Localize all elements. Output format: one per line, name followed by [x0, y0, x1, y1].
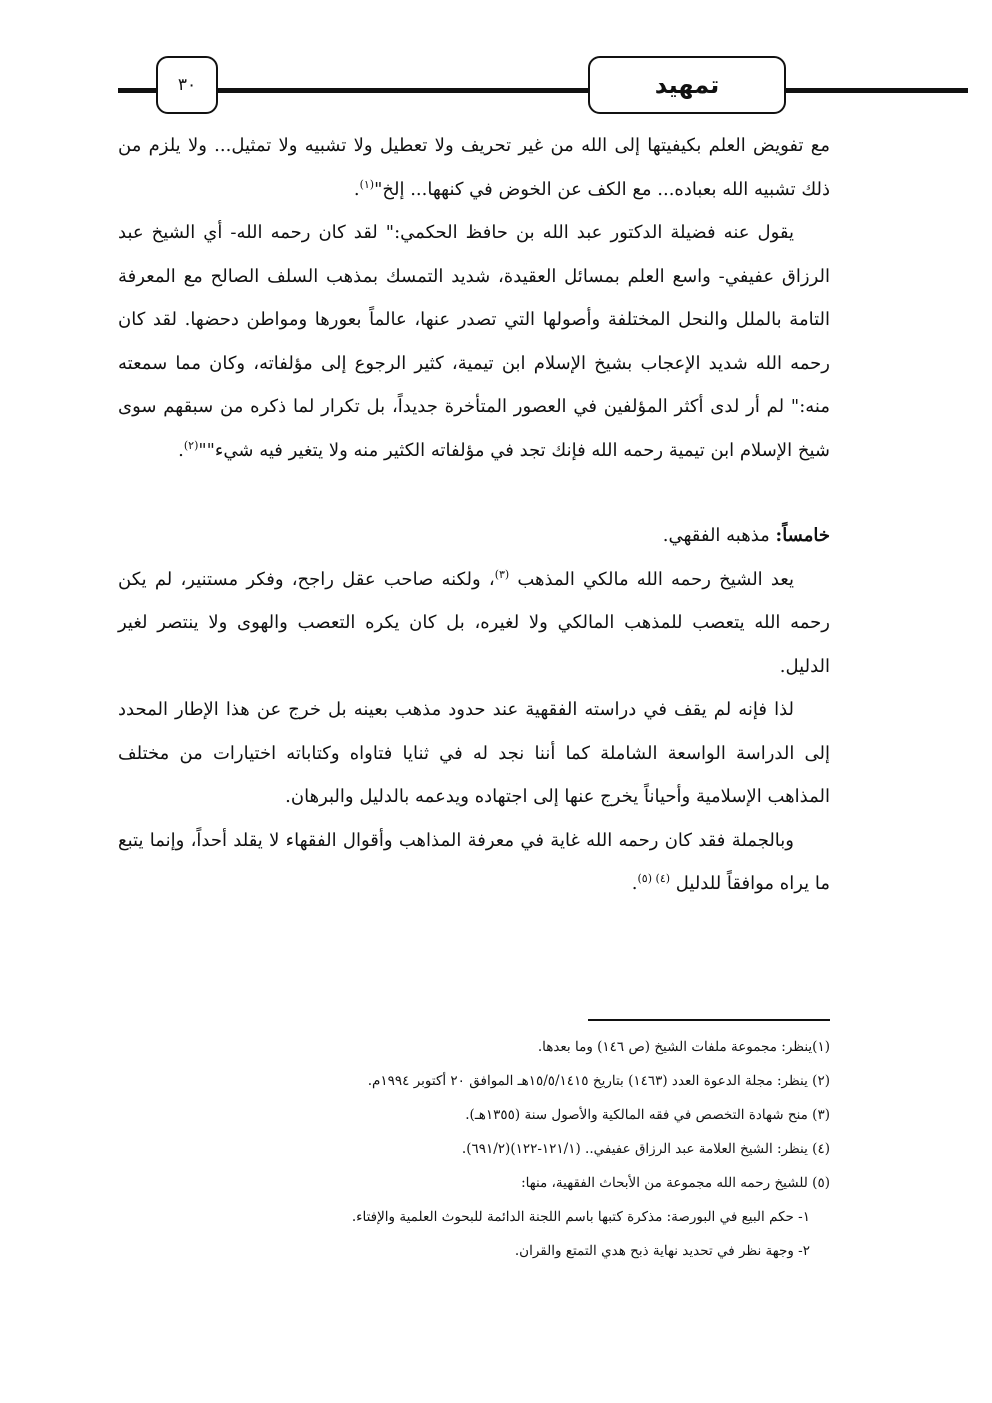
paragraph-2 [118, 211, 830, 472]
paragraph-2-end: . [178, 439, 184, 461]
footnote-4: (٤) ينظر: الشيخ العلامة عبد الرزاق عفيفي.. (١٢١/١-١٢٢)(٦٩١/٢). [461, 1141, 830, 1157]
paragraph-3-text-a: يعد الشيخ رحمه الله مالكي المذهب [509, 568, 794, 590]
footnote-refs-4-5: (٤) (٥) [637, 872, 671, 885]
page-header [0, 56, 992, 116]
paragraph-1 [118, 124, 830, 211]
header-rule-middle [214, 88, 590, 93]
chapter-title: تمهيد [588, 56, 786, 114]
main-text [118, 124, 830, 906]
footnote-5-item-2: ٢- وجهة نظر في تحديد نهاية ذبح هدي التمتع والقران. [514, 1243, 810, 1259]
footnote-5: (٥) للشيخ رحمه الله مجموعة من الأبحاث الفقهية، منها: [521, 1175, 830, 1191]
footnote-ref-2: (٢) [183, 438, 199, 452]
header-rule-left [118, 88, 158, 93]
paragraph-5-text: وبالجملة فقد كان رحمه الله غاية في معرفة المذاهب وأقوال الفقهاء لا يقلد أحداً، وإنما يتبع ما يراه موافقاً للدليل [118, 829, 830, 894]
paragraph-3-text-b: ، ولكنه صاحب عقل راجح، وفكر مستنير، لم يكن رحمه الله يتعصب للمذهب المالكي ولا لغيره، بل كان يكره التعصب والهوى ولا ينتصر لغير الدليل. [118, 568, 830, 677]
footnote-5-item-1: ١- حكم البيع في البورصة: مذكرة كتبها باسم اللجنة الدائمة للبحوث العلمية والإفتاء. [351, 1209, 810, 1225]
header-rule-right [782, 88, 968, 93]
footnote-ref-1: (١) [359, 177, 375, 191]
footnotes [118, 1030, 830, 1268]
footnote-1: (١)ينظر: مجموعة ملفات الشيخ (ص ١٤٦) وما بعدها. [537, 1039, 830, 1055]
footnote-3: (٣) منح شهادة التخصص في فقه المالكية والأصول سنة (١٣٥٥هـ). [465, 1107, 830, 1123]
paragraph-5 [118, 819, 830, 906]
paragraph-1-end: . [353, 178, 360, 200]
section-title: مذهبه الفقهي. [662, 525, 776, 546]
paragraph-5-end: . [631, 873, 638, 894]
paragraph-4: لذا فإنه لم يقف في دراسته الفقهية عند حدود مذهب بعينه بل خرج عن هذا الإطار المحدد إلى الدراسة الواسعة الشاملة كما أننا نجد له في ثنايا فتاواه وكتاباته اختيارات من مختلف المذاهب الإسلامية وأحياناً يخرج عنها إلى اجتهاده ويدعمه بالدليل والبرهان. [118, 699, 830, 807]
paragraph-2-text: يقول عنه فضيلة الدكتور عبد الله بن حافظ الحكمي:" لقد كان رحمه الله- أي الشيخ عبد الرزاق عفيفي- واسع العلم بمسائل العقيدة، شديد التمسك بمذهب السلف الصالح مع المعرفة التامة بالملل والنحل المختلفة وأصولها التي تصدر عنها، عالماً بعورها ومواطن دحضها. لقد كان رحمه الله شديد الإعجاب بشيخ الإسلام ابن تيمية، كثير الرجوع إلى مؤلفاته، وكان مما سمعته منه:" لم أر لدى أكثر المؤلفين في العصور المتأخرة جديداً، بل تكرار لما ذكره من سبقهم سوى شيخ الإسلام ابن تيمية رحمه الله فإنك تجد في مؤلفاته الكثير منه ولا يتغير فيه شيء"" [118, 222, 830, 461]
footnote-2: (٢) ينظر: مجلة الدعوة العدد (١٤٦٣) بتاريخ ١٥/٥/١٤١٥هـ الموافق ٢٠ أكتوبر ١٩٩٤م. [367, 1073, 830, 1089]
paragraph-1-text: مع تفويض العلم بكيفيتها إلى الله من غير تحريف ولا تعطيل ولا تشبيه ولا تمثيل... ولا يلزم من ذلك تشبيه الله بعباده... مع الكف عن الخوض في كنهها... إلخ" [118, 135, 830, 200]
footnote-separator [588, 1019, 830, 1021]
page-number: ٣٠ [156, 56, 218, 114]
footnote-ref-3: (٣) [494, 567, 510, 581]
section-label: خامساً: [775, 525, 830, 546]
section-heading [118, 514, 830, 558]
paragraph-3 [118, 558, 830, 689]
